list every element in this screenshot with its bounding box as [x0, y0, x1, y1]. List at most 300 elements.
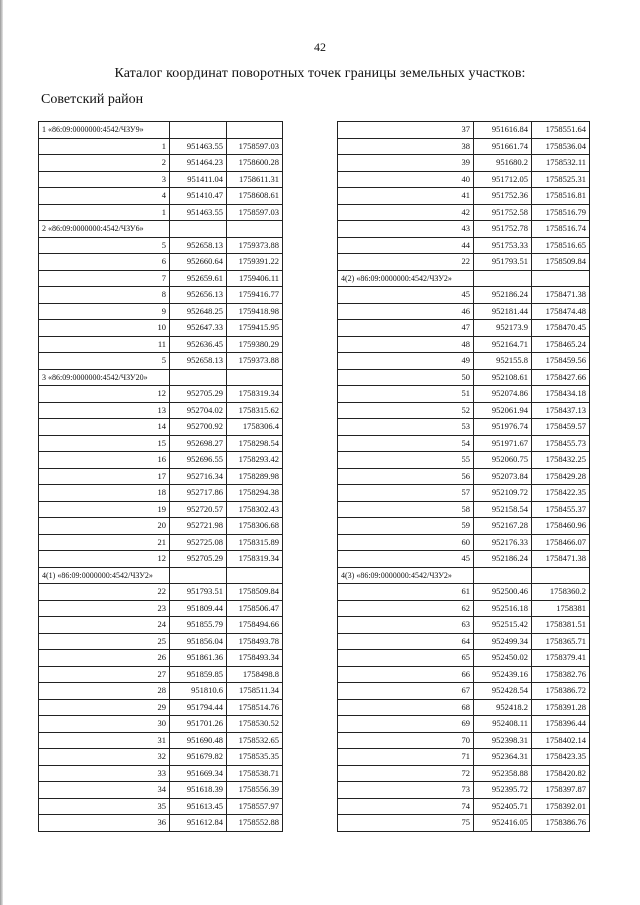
- point-number: 13: [39, 402, 170, 419]
- x-coordinate: 952659.61: [170, 270, 227, 287]
- point-number: 69: [338, 716, 474, 733]
- table-row: [338, 815, 590, 832]
- point-number: 41: [338, 188, 474, 205]
- y-coordinate: 1758611.31: [227, 171, 283, 188]
- x-coordinate: 952717.86: [170, 485, 227, 502]
- x-coordinate: 952408.11: [474, 716, 532, 733]
- x-coordinate: 952725.08: [170, 534, 227, 551]
- x-coordinate: 952698.27: [170, 435, 227, 452]
- y-coordinate: 1758597.03: [227, 204, 283, 221]
- x-coordinate: 951752.78: [474, 221, 532, 238]
- point-number: 27: [39, 666, 170, 683]
- table-row: [39, 336, 283, 353]
- x-coordinate: 952061.94: [474, 402, 532, 419]
- y-coordinate: 1758315.62: [227, 402, 283, 419]
- district-name: Советский район: [41, 92, 144, 107]
- y-coordinate: 1758493.78: [227, 633, 283, 650]
- y-coordinate: 1758498.8: [227, 666, 283, 683]
- parcel-header-row: [39, 369, 283, 386]
- point-number: 56: [338, 468, 474, 485]
- point-number: 3: [39, 171, 170, 188]
- y-coordinate: 1758306.4: [227, 419, 283, 436]
- x-coordinate: 951971.67: [474, 435, 532, 452]
- table-row: [39, 204, 283, 221]
- table-row: [39, 765, 283, 782]
- y-coordinate: 1758511.34: [227, 683, 283, 700]
- point-number: 72: [338, 765, 474, 782]
- x-coordinate: 952176.33: [474, 534, 532, 551]
- table-row: [338, 765, 590, 782]
- table-row: [39, 666, 283, 683]
- y-coordinate: 1758535.35: [227, 749, 283, 766]
- x-coordinate: 952716.34: [170, 468, 227, 485]
- y-coordinate: 1759406.11: [227, 270, 283, 287]
- x-coordinate: 952405.71: [474, 798, 532, 815]
- x-coordinate: 951612.84: [170, 815, 227, 832]
- y-coordinate: 1758386.76: [532, 815, 590, 832]
- point-number: 5: [39, 237, 170, 254]
- point-number: 67: [338, 683, 474, 700]
- x-coordinate: 952416.05: [474, 815, 532, 832]
- y-coordinate: 1759391.22: [227, 254, 283, 271]
- y-coordinate: 1758289.98: [227, 468, 283, 485]
- table-row: [39, 402, 283, 419]
- point-number: 15: [39, 435, 170, 452]
- x-coordinate: 951793.51: [170, 584, 227, 601]
- point-number: 28: [39, 683, 170, 700]
- table-row: [338, 419, 590, 436]
- y-coordinate: 1758493.34: [227, 650, 283, 667]
- parcel-header-row: [338, 567, 590, 584]
- point-number: 74: [338, 798, 474, 815]
- table-row: [338, 204, 590, 221]
- empty-cell: [170, 369, 227, 386]
- y-coordinate: 1758470.45: [532, 320, 590, 337]
- y-coordinate: 1758516.65: [532, 237, 590, 254]
- y-coordinate: 1758432.25: [532, 452, 590, 469]
- table-row: [39, 518, 283, 535]
- point-number: 6: [39, 254, 170, 271]
- table-row: [39, 452, 283, 469]
- x-coordinate: 951680.2: [474, 155, 532, 172]
- x-coordinate: 952696.55: [170, 452, 227, 469]
- parcel-header: 3 «86:09:0000000:4542/ЧЗУ20»: [39, 369, 170, 386]
- y-coordinate: 1759380.29: [227, 336, 283, 353]
- x-coordinate: 951661.74: [474, 138, 532, 155]
- point-number: 36: [39, 815, 170, 832]
- y-coordinate: 1758506.47: [227, 600, 283, 617]
- point-number: 5: [39, 353, 170, 370]
- parcel-header: 2 «86:09:0000000:4542/ЧЗУ6»: [39, 221, 170, 238]
- x-coordinate: 951679.82: [170, 749, 227, 766]
- point-number: 22: [39, 584, 170, 601]
- table-row: [338, 171, 590, 188]
- point-number: 65: [338, 650, 474, 667]
- y-coordinate: 1758381.51: [532, 617, 590, 634]
- point-number: 45: [338, 287, 474, 304]
- point-number: 52: [338, 402, 474, 419]
- y-coordinate: 1758455.73: [532, 435, 590, 452]
- y-coordinate: 1758538.71: [227, 765, 283, 782]
- table-row: [338, 386, 590, 403]
- table-row: [338, 452, 590, 469]
- x-coordinate: 951859.85: [170, 666, 227, 683]
- table-row: [39, 633, 283, 650]
- table-row: [338, 683, 590, 700]
- x-coordinate: 952398.31: [474, 732, 532, 749]
- x-coordinate: 952704.02: [170, 402, 227, 419]
- x-coordinate: 952700.92: [170, 419, 227, 436]
- x-coordinate: 951855.79: [170, 617, 227, 634]
- table-row: [39, 155, 283, 172]
- x-coordinate: 952108.61: [474, 369, 532, 386]
- x-coordinate: 952428.54: [474, 683, 532, 700]
- x-coordinate: 952648.25: [170, 303, 227, 320]
- y-coordinate: 1758293.42: [227, 452, 283, 469]
- empty-cell: [170, 567, 227, 584]
- x-coordinate: 952656.13: [170, 287, 227, 304]
- y-coordinate: 1758471.38: [532, 287, 590, 304]
- point-number: 2: [39, 155, 170, 172]
- empty-cell: [532, 567, 590, 584]
- table-row: [338, 617, 590, 634]
- point-number: 34: [39, 782, 170, 799]
- y-coordinate: 1758466.07: [532, 534, 590, 551]
- point-number: 60: [338, 534, 474, 551]
- point-number: 11: [39, 336, 170, 353]
- x-coordinate: 952164.71: [474, 336, 532, 353]
- table-row: [39, 171, 283, 188]
- x-coordinate: 952720.57: [170, 501, 227, 518]
- x-coordinate: 951669.34: [170, 765, 227, 782]
- point-number: 62: [338, 600, 474, 617]
- point-number: 25: [39, 633, 170, 650]
- point-number: 58: [338, 501, 474, 518]
- table-row: [338, 551, 590, 568]
- y-coordinate: 1758556.39: [227, 782, 283, 799]
- point-number: 21: [39, 534, 170, 551]
- table-row: [39, 600, 283, 617]
- y-coordinate: 1758459.57: [532, 419, 590, 436]
- x-coordinate: 952074.86: [474, 386, 532, 403]
- table-row: [39, 353, 283, 370]
- table-row: [338, 699, 590, 716]
- x-coordinate: 951861.36: [170, 650, 227, 667]
- point-number: 29: [39, 699, 170, 716]
- table-row: [338, 518, 590, 535]
- point-number: 43: [338, 221, 474, 238]
- y-coordinate: 1758298.54: [227, 435, 283, 452]
- x-coordinate: 951411.04: [170, 171, 227, 188]
- x-coordinate: 952636.45: [170, 336, 227, 353]
- x-coordinate: 952500.46: [474, 584, 532, 601]
- point-number: 35: [39, 798, 170, 815]
- y-coordinate: 1758608.61: [227, 188, 283, 205]
- table-row: [39, 485, 283, 502]
- y-coordinate: 1758306.68: [227, 518, 283, 535]
- point-number: 44: [338, 237, 474, 254]
- point-number: 14: [39, 419, 170, 436]
- x-coordinate: 952515.42: [474, 617, 532, 634]
- table-row: [338, 798, 590, 815]
- point-number: 46: [338, 303, 474, 320]
- y-coordinate: 1758597.03: [227, 138, 283, 155]
- table-row: [39, 551, 283, 568]
- table-row: [338, 600, 590, 617]
- point-number: 73: [338, 782, 474, 799]
- table-row: [338, 501, 590, 518]
- point-number: 31: [39, 732, 170, 749]
- point-number: 51: [338, 386, 474, 403]
- table-row: [338, 221, 590, 238]
- y-coordinate: 1758319.34: [227, 386, 283, 403]
- y-coordinate: 1758397.87: [532, 782, 590, 799]
- y-coordinate: 1759373.88: [227, 237, 283, 254]
- y-coordinate: 1758386.72: [532, 683, 590, 700]
- coordinates-table-right: [337, 121, 590, 832]
- point-number: 24: [39, 617, 170, 634]
- empty-cell: [170, 122, 227, 139]
- table-row: [338, 188, 590, 205]
- table-row: [39, 435, 283, 452]
- y-coordinate: 1758402.14: [532, 732, 590, 749]
- y-coordinate: 1758427.66: [532, 369, 590, 386]
- point-number: 33: [39, 765, 170, 782]
- point-number: 47: [338, 320, 474, 337]
- document-title: Каталог координат поворотных точек границы земельных участков:: [114, 66, 526, 81]
- empty-cell: [474, 567, 532, 584]
- x-coordinate: 951752.36: [474, 188, 532, 205]
- table-row: [39, 749, 283, 766]
- table-row: [338, 650, 590, 667]
- x-coordinate: 952516.18: [474, 600, 532, 617]
- empty-cell: [532, 270, 590, 287]
- parcel-header: 4(2) «86:09:0000000:4542/ЧЗУ2»: [338, 270, 474, 287]
- y-coordinate: 1758516.79: [532, 204, 590, 221]
- x-coordinate: 952647.33: [170, 320, 227, 337]
- x-coordinate: 951701.26: [170, 716, 227, 733]
- point-number: 30: [39, 716, 170, 733]
- y-coordinate: 1758509.84: [227, 584, 283, 601]
- point-number: 50: [338, 369, 474, 386]
- x-coordinate: 952660.64: [170, 254, 227, 271]
- x-coordinate: 952658.13: [170, 237, 227, 254]
- point-number: 42: [338, 204, 474, 221]
- table-row: [338, 254, 590, 271]
- y-coordinate: 1758494.66: [227, 617, 283, 634]
- y-coordinate: 1758471.38: [532, 551, 590, 568]
- table-row: [338, 468, 590, 485]
- point-number: 39: [338, 155, 474, 172]
- point-number: 32: [39, 749, 170, 766]
- x-coordinate: 952721.98: [170, 518, 227, 535]
- point-number: 48: [338, 336, 474, 353]
- point-number: 8: [39, 287, 170, 304]
- y-coordinate: 1758434.18: [532, 386, 590, 403]
- y-coordinate: 1759415.95: [227, 320, 283, 337]
- y-coordinate: 1758465.24: [532, 336, 590, 353]
- x-coordinate: 952439.16: [474, 666, 532, 683]
- empty-cell: [227, 369, 283, 386]
- table-row: [39, 617, 283, 634]
- y-coordinate: 1758525.31: [532, 171, 590, 188]
- empty-cell: [227, 221, 283, 238]
- point-number: 9: [39, 303, 170, 320]
- table-row: [338, 534, 590, 551]
- table-row: [39, 303, 283, 320]
- x-coordinate: 951463.55: [170, 138, 227, 155]
- x-coordinate: 951794.44: [170, 699, 227, 716]
- parcel-header-row: [39, 567, 283, 584]
- table-row: [338, 336, 590, 353]
- y-coordinate: 1758474.48: [532, 303, 590, 320]
- table-row: [39, 584, 283, 601]
- point-number: 37: [338, 122, 474, 139]
- x-coordinate: 951810.6: [170, 683, 227, 700]
- table-row: [338, 584, 590, 601]
- table-row: [39, 699, 283, 716]
- y-coordinate: 1758551.64: [532, 122, 590, 139]
- x-coordinate: 951793.51: [474, 254, 532, 271]
- y-coordinate: 1758532.65: [227, 732, 283, 749]
- y-coordinate: 1758460.96: [532, 518, 590, 535]
- table-row: [39, 270, 283, 287]
- table-row: [39, 237, 283, 254]
- table-row: [338, 666, 590, 683]
- table-row: [338, 353, 590, 370]
- y-coordinate: 1758437.13: [532, 402, 590, 419]
- x-coordinate: 951809.44: [170, 600, 227, 617]
- point-number: 71: [338, 749, 474, 766]
- y-coordinate: 1758360.2: [532, 584, 590, 601]
- y-coordinate: 1758459.56: [532, 353, 590, 370]
- table-row: [338, 633, 590, 650]
- point-number: 68: [338, 699, 474, 716]
- point-number: 70: [338, 732, 474, 749]
- x-coordinate: 952173.9: [474, 320, 532, 337]
- y-coordinate: 1758532.11: [532, 155, 590, 172]
- y-coordinate: 1758396.44: [532, 716, 590, 733]
- y-coordinate: 1758381: [532, 600, 590, 617]
- y-coordinate: 1758315.89: [227, 534, 283, 551]
- table-row: [39, 254, 283, 271]
- y-coordinate: 1758516.81: [532, 188, 590, 205]
- point-number: 53: [338, 419, 474, 436]
- x-coordinate: 952418.2: [474, 699, 532, 716]
- point-number: 75: [338, 815, 474, 832]
- y-coordinate: 1758365.71: [532, 633, 590, 650]
- y-coordinate: 1758536.04: [532, 138, 590, 155]
- x-coordinate: 952358.88: [474, 765, 532, 782]
- x-coordinate: 951712.05: [474, 171, 532, 188]
- x-coordinate: 952364.31: [474, 749, 532, 766]
- x-coordinate: 952073.84: [474, 468, 532, 485]
- y-coordinate: 1758429.28: [532, 468, 590, 485]
- parcel-header: 4(1) «86:09:0000000:4542/ЧЗУ2»: [39, 567, 170, 584]
- table-row: [39, 732, 283, 749]
- x-coordinate: 952155.8: [474, 353, 532, 370]
- x-coordinate: 952658.13: [170, 353, 227, 370]
- table-row: [338, 122, 590, 139]
- y-coordinate: 1758557.97: [227, 798, 283, 815]
- table-row: [338, 287, 590, 304]
- y-coordinate: 1758294.38: [227, 485, 283, 502]
- parcel-header-row: [338, 270, 590, 287]
- y-coordinate: 1758379.41: [532, 650, 590, 667]
- point-number: 64: [338, 633, 474, 650]
- point-number: 63: [338, 617, 474, 634]
- point-number: 16: [39, 452, 170, 469]
- x-coordinate: 951464.23: [170, 155, 227, 172]
- x-coordinate: 951856.04: [170, 633, 227, 650]
- table-row: [39, 138, 283, 155]
- parcel-header: 1 «86:09:0000000:4542/ЧЗУ9»: [39, 122, 170, 139]
- x-coordinate: 951618.39: [170, 782, 227, 799]
- table-row: [39, 683, 283, 700]
- x-coordinate: 951616.84: [474, 122, 532, 139]
- x-coordinate: 951463.55: [170, 204, 227, 221]
- point-number: 55: [338, 452, 474, 469]
- point-number: 61: [338, 584, 474, 601]
- x-coordinate: 952186.24: [474, 287, 532, 304]
- point-number: 1: [39, 204, 170, 221]
- y-coordinate: 1759373.88: [227, 353, 283, 370]
- table-row: [39, 782, 283, 799]
- point-number: 4: [39, 188, 170, 205]
- table-row: [39, 716, 283, 733]
- y-coordinate: 1758600.28: [227, 155, 283, 172]
- table-row: [39, 320, 283, 337]
- y-coordinate: 1759418.98: [227, 303, 283, 320]
- table-row: [39, 534, 283, 551]
- page-number: 42: [314, 40, 326, 54]
- table-row: [338, 749, 590, 766]
- point-number: 12: [39, 386, 170, 403]
- point-number: 38: [338, 138, 474, 155]
- x-coordinate: 952499.34: [474, 633, 532, 650]
- empty-cell: [474, 270, 532, 287]
- y-coordinate: 1758302.43: [227, 501, 283, 518]
- table-row: [39, 419, 283, 436]
- point-number: 45: [338, 551, 474, 568]
- point-number: 18: [39, 485, 170, 502]
- point-number: 26: [39, 650, 170, 667]
- x-coordinate: 952060.75: [474, 452, 532, 469]
- point-number: 19: [39, 501, 170, 518]
- parcel-header: 4(3) «86:09:0000000:4542/ЧЗУ2»: [338, 567, 474, 584]
- scan-edge: [0, 0, 3, 905]
- point-number: 12: [39, 551, 170, 568]
- x-coordinate: 952186.24: [474, 551, 532, 568]
- y-coordinate: 1758423.35: [532, 749, 590, 766]
- table-row: [338, 237, 590, 254]
- table-row: [338, 485, 590, 502]
- point-number: 17: [39, 468, 170, 485]
- parcel-header-row: [39, 122, 283, 139]
- table-row: [338, 435, 590, 452]
- x-coordinate: 951690.48: [170, 732, 227, 749]
- y-coordinate: 1758382.76: [532, 666, 590, 683]
- point-number: 23: [39, 600, 170, 617]
- table-row: [39, 468, 283, 485]
- y-coordinate: 1758509.84: [532, 254, 590, 271]
- point-number: 10: [39, 320, 170, 337]
- table-row: [338, 402, 590, 419]
- x-coordinate: 951753.33: [474, 237, 532, 254]
- table-row: [39, 798, 283, 815]
- x-coordinate: 951410.47: [170, 188, 227, 205]
- empty-cell: [227, 567, 283, 584]
